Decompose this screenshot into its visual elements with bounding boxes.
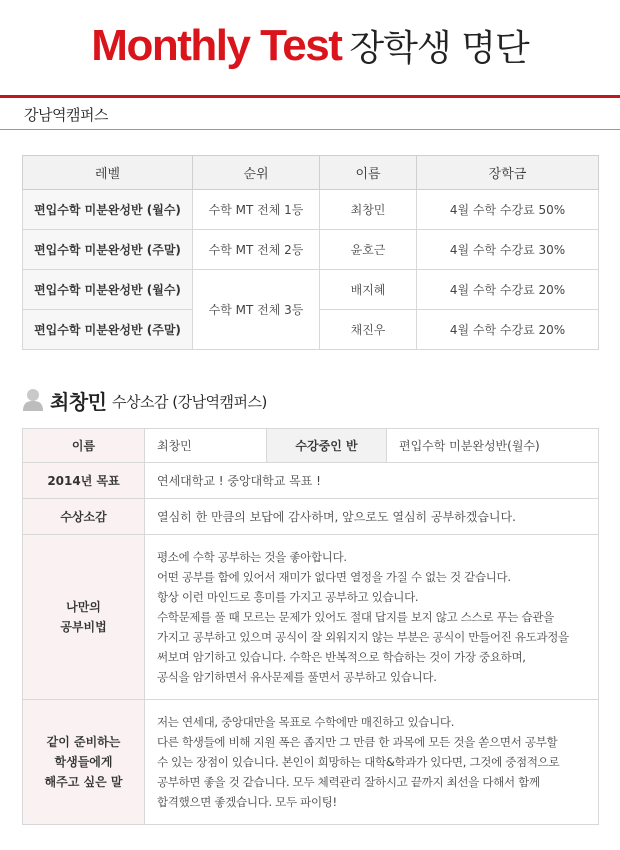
page-title [0,20,620,71]
scholarship-table [22,155,599,350]
table-header-row [23,156,599,190]
table-row [23,190,599,230]
review-row-method [23,535,599,700]
advice-line: 저는 연세대, 중앙대만을 목표로 수학에만 매진하고 있습니다. [157,715,455,729]
cell-award: 4월 수학 수강료 20% [417,310,599,350]
label-advice-line: 같이 준비하는 [46,735,121,749]
advice-line: 합격했으면 좋겠습니다. 모두 파이팅! [157,795,337,809]
cell-rank: 수학 MT 전체 3등 [193,270,320,350]
cell-award: 4월 수학 수강료 20% [417,270,599,310]
review-heading-text: 수상소감 (강남역캠퍼스) [112,393,267,411]
cell-award: 4월 수학 수강료 30% [417,230,599,270]
method-line: 가지고 공부하고 있으며 공식이 잘 외워지지 않는 부분은 공식이 만들어진 유도과정을 [157,630,569,644]
label-method-line: 공부비법 [60,620,107,634]
review-table [22,428,599,825]
value-goal: 연세대학교 ! 중앙대학교 목표 ! [145,463,599,499]
value-name: 최창민 [145,429,267,463]
cell-level: 편입수학 미분완성반 (주말) [23,310,193,350]
review-row-goal [23,463,599,499]
page-header [0,0,620,98]
method-line: 써보며 암기하고 있습니다. 수학은 반복적으로 학습하는 것이 가장 중요하며, [157,650,526,664]
cell-rank: 수학 MT 전체 2등 [193,230,320,270]
cell-level: 편입수학 미분완성반 (주말) [23,230,193,270]
review-row-name [23,429,599,463]
cell-level: 편입수학 미분완성반 (월수) [23,270,193,310]
advice-line: 다른 학생들에 비해 지원 폭은 좁지만 그 만큼 한 과목에 모든 것을 쏟으면서 공부할 [157,735,558,749]
label-class: 수강중인 반 [267,429,387,463]
title-english: Monthly Test [91,21,342,70]
label-goal: 2014년 목표 [23,463,145,499]
label-advice-line: 학생들에게 [54,755,113,769]
campus-label: 강남역캠퍼스 [24,106,108,124]
label-name: 이름 [23,429,145,463]
cell-level: 편입수학 미분완성반 (월수) [23,190,193,230]
value-method [145,535,599,700]
method-line: 항상 이런 마인드로 흥미를 가지고 공부하고 있습니다. [157,590,419,604]
header-rank: 순위 [193,156,320,190]
method-line: 평소에 수학 공부하는 것을 좋아합니다. [157,550,347,564]
cell-name: 채진우 [320,310,417,350]
value-class: 편입수학 미분완성반(월수) [387,429,599,463]
value-speech: 열심히 한 만큼의 보답에 감사하며, 앞으로도 열심히 공부하겠습니다. [145,499,599,535]
label-speech: 수상소감 [23,499,145,535]
review-heading [22,386,602,416]
value-advice [145,700,599,825]
review-row-speech [23,499,599,535]
title-korean: 장학생 명단 [349,28,529,69]
label-advice-line: 해주고 싶은 말 [44,775,123,789]
table-row [23,270,599,310]
label-advice [23,700,145,825]
cell-rank: 수학 MT 전체 1등 [193,190,320,230]
review-name: 최창민 [50,390,107,414]
label-method [23,535,145,700]
cell-name: 최창민 [320,190,417,230]
campus-bar [0,98,620,130]
method-line: 수학문제를 풀 때 모르는 문제가 있어도 절대 답지를 보지 않고 스스로 푸는 습관을 [157,610,554,624]
person-icon [22,388,44,412]
advice-line: 공부하면 좋을 것 같습니다. 모두 체력관리 잘하시고 끝까지 최선을 다해서 함께 [157,775,540,789]
method-line: 어떤 공부를 함에 있어서 재미가 없다면 열정을 가질 수 없는 것 같습니다. [157,570,511,584]
cell-name: 배지혜 [320,270,417,310]
cell-award: 4월 수학 수강료 50% [417,190,599,230]
header-award: 장학금 [417,156,599,190]
review-row-advice [23,700,599,825]
method-line: 공식을 암기하면서 유사문제를 풀면서 공부하고 있습니다. [157,670,437,684]
header-level: 레벨 [23,156,193,190]
cell-name: 윤호근 [320,230,417,270]
label-method-line: 나만의 [66,600,101,614]
table-row [23,230,599,270]
header-name: 이름 [320,156,417,190]
advice-line: 수 있는 장점이 있습니다. 본인이 희망하는 대학&학과가 있다면, 그것에 중점적으로 [157,755,560,769]
